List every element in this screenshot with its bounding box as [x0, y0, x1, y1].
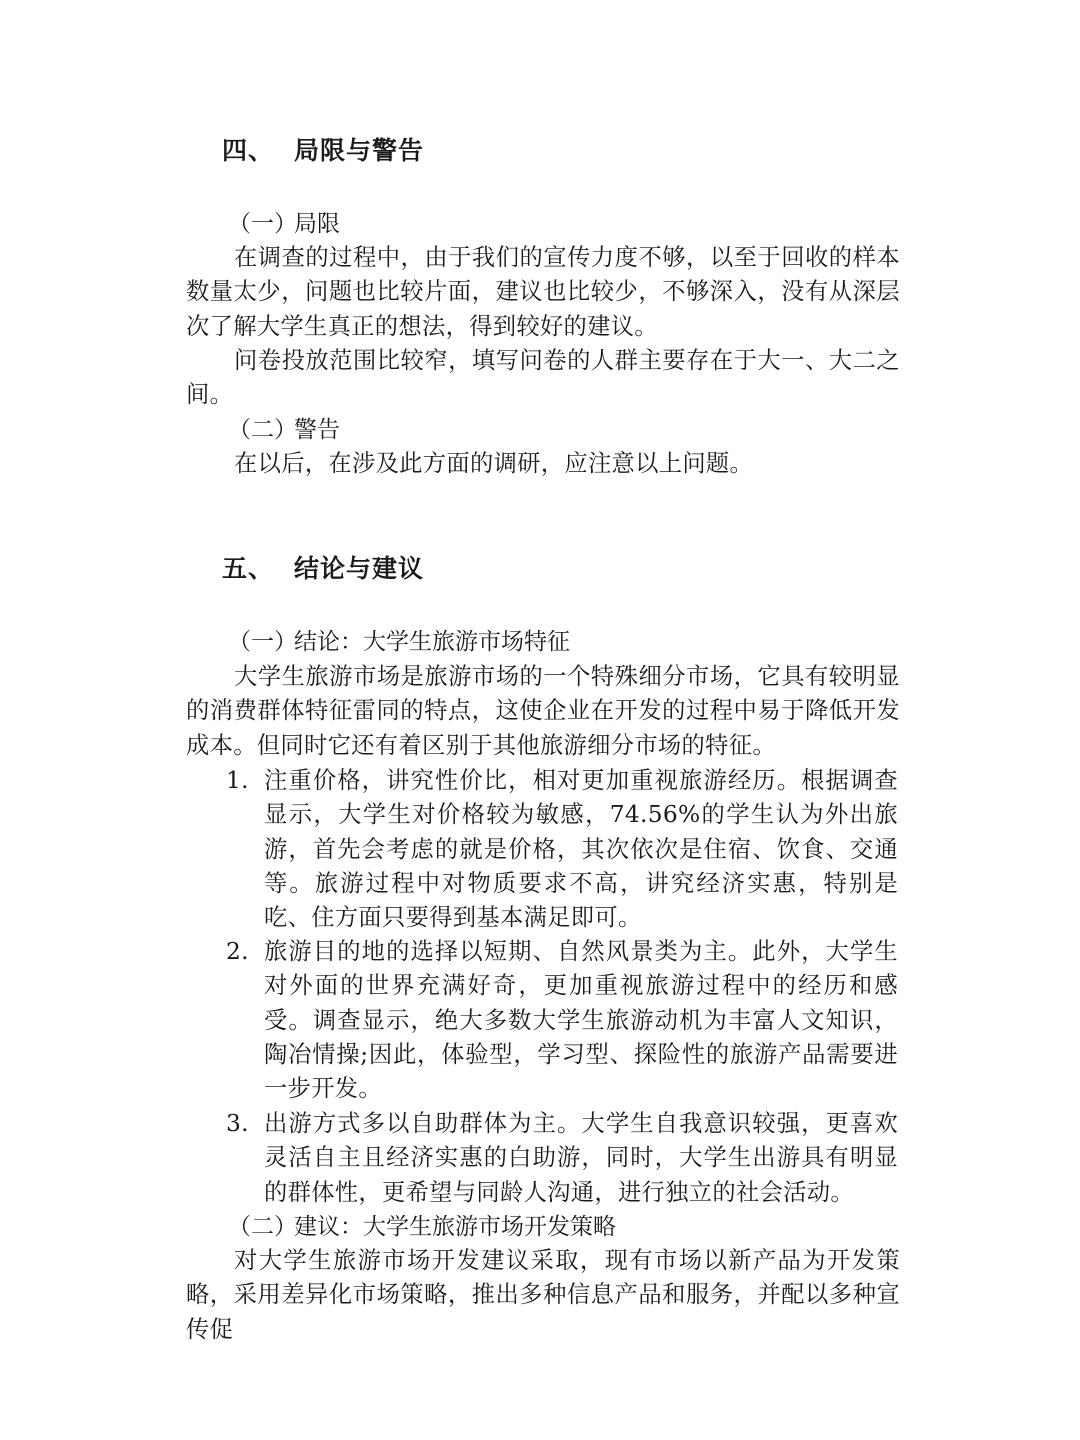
suggestion-paragraph: 对大学生旅游市场开发建议采取，现有市场以新产品为开发策略，采用差异化市场策略，推出多种信息产品和服务，并配以多种宣传促: [186, 1247, 900, 1343]
list-item-2: [226, 935, 898, 1106]
section-5-sub2-heading: [228, 1210, 616, 1244]
section-4-number: 四、: [222, 136, 275, 165]
section-4-sub1-title: 局限: [294, 211, 340, 237]
warning-paragraph: 在以后，在涉及此方面的调研，应注意以上问题。: [234, 450, 754, 477]
section-4-title: 局限与警告: [294, 136, 425, 165]
list-item-2-number: 2.: [226, 938, 249, 965]
list-item-1-number: 1.: [226, 767, 249, 794]
section-4-sub2-title: 警告: [294, 417, 340, 443]
section-5-sub1-heading: [228, 625, 570, 659]
section-5-sub1-title: 结论：大学生旅游市场特征: [294, 629, 570, 655]
section-4-sub1-paren: （一）: [228, 211, 297, 237]
list-item-2-text: 旅游目的地的选择以短期、自然风景类为主。此外，大学生对外面的世界充满好奇，更加重视旅游过程中的经历和感受。调查显示，绝大多数大学生旅游动机为丰富人文知识，陶冶情操;因此，体验型，学习型、探险性的旅游产品需要进一步开发。: [264, 938, 898, 1103]
section-5-number: 五、: [222, 554, 275, 583]
list-item-3-number: 3.: [226, 1110, 249, 1137]
limitation-paragraph-2: 问卷投放范围比较窄，填写问卷的人群主要存在于大一、大二之间。: [186, 347, 900, 409]
section-5-title: 结论与建议: [294, 554, 425, 583]
section-5-sub2-paren: （二）: [228, 1214, 297, 1240]
conclusion-paragraph: 大学生旅游市场是旅游市场的一个特殊细分市场，它具有较明显的消费群体特征雷同的特点，这使企业在开发的过程中易于降低开发成本。但同时它还有着区别于其他旅游细分市场的特征。: [186, 663, 900, 759]
section-4-heading: [222, 134, 424, 168]
list-item-1-text: 注重价格，讲究性价比，相对更加重视旅游经历。根据调查显示，大学生对价格较为敏感，74.56%的学生认为外出旅游，首先会考虑的就是价格，其次依次是住宿、饮食、交通等。旅游过程中对物质要求不高，讲究经济实惠，特别是吃、住方面只要得到基本满足即可。: [264, 767, 898, 932]
limitation-paragraph-1: 在调查的过程中，由于我们的宣传力度不够，以至于回收的样本数量太少，问题也比较片面，建议也比较少，不够深入，没有从深层次了解大学生真正的想法，得到较好的建议。: [186, 244, 900, 340]
section-4-sub2-paren: （二）: [228, 417, 297, 443]
section-5-heading: [222, 552, 424, 586]
list-item-3-text: 出游方式多以自助群体为主。大学生自我意识较强，更喜欢灵活自主且经济实惠的白助游，同时，大学生出游具有明显的群体性，更希望与同龄人沟通，进行独立的社会活动。: [264, 1110, 898, 1206]
section-5-sub2-title: 建议：大学生旅游市场开发策略: [294, 1214, 616, 1240]
section-4-sub2-heading: [228, 413, 340, 447]
section-5-sub1-paren: （一）: [228, 629, 297, 655]
list-item-1: [226, 764, 898, 935]
list-item-3: [226, 1107, 898, 1210]
section-4-sub1-heading: [228, 207, 340, 241]
